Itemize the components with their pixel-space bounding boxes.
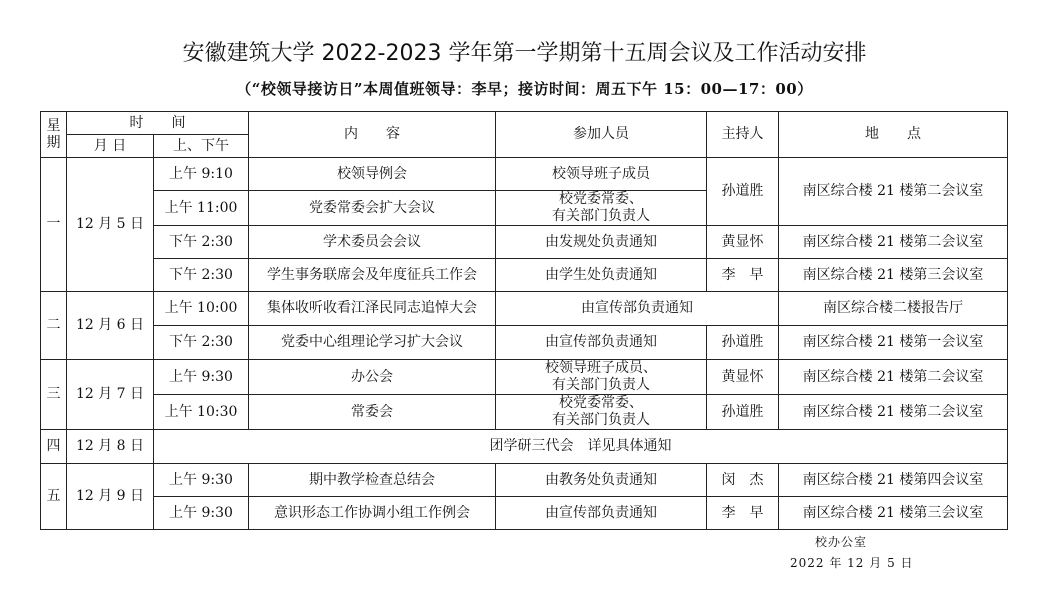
content-cell: 学术委员会会议 <box>249 226 496 259</box>
content-cell: 办公会 <box>249 360 496 395</box>
location-header: 地 点 <box>779 112 1008 158</box>
location-cell: 南区综合楼 21 楼第四会议室 <box>779 464 1008 497</box>
page-title: 安徽建筑大学 2022-2023 学年第一学期第十五周会议及工作活动安排 <box>182 41 867 66</box>
weekday-cell: 四 <box>41 430 67 464</box>
host-cell: 黄显怀 <box>707 360 779 395</box>
location-cell: 南区综合楼 21 楼第二会议室 <box>779 226 1008 259</box>
table-row <box>41 158 1008 191</box>
table-row <box>41 497 1008 530</box>
weekday-cell: 三 <box>41 360 67 430</box>
participants-line: 校领导班子成员、 <box>545 360 657 376</box>
table-row <box>41 292 1008 326</box>
date-cell: 12 月 5 日 <box>67 158 154 292</box>
participants-cell <box>496 191 707 226</box>
footer-office: 校办公室 <box>815 535 868 549</box>
time-cell: 上午 9:10 <box>154 158 249 191</box>
content-header: 内 容 <box>249 112 496 158</box>
participants-line: 校党委常委、 <box>559 191 643 207</box>
table-row <box>41 395 1008 430</box>
schedule-table <box>40 111 1008 530</box>
time-cell: 上午 9:30 <box>154 360 249 395</box>
host-cell: 孙道胜 <box>707 158 779 226</box>
participants-cell <box>496 360 707 395</box>
location-cell: 南区综合楼二楼报告厅 <box>779 292 1008 326</box>
content-cell: 党委中心组理论学习扩大会议 <box>249 326 496 360</box>
location-cell: 南区综合楼 21 楼第一会议室 <box>779 326 1008 360</box>
time-cell: 上午 10:30 <box>154 395 249 430</box>
location-cell: 南区综合楼 21 楼第三会议室 <box>779 497 1008 530</box>
time-cell: 下午 2:30 <box>154 226 249 259</box>
location-cell: 南区综合楼 21 楼第二会议室 <box>779 360 1008 395</box>
host-cell: 闵 杰 <box>707 464 779 497</box>
date-header: 月 日 <box>67 135 154 158</box>
content-cell: 学生事务联席会及年度征兵工作会 <box>249 259 496 292</box>
ampm-header: 上、下午 <box>154 135 249 158</box>
host-cell: 李 早 <box>707 497 779 530</box>
footer-date: 2022 年 12 月 5 日 <box>790 556 914 570</box>
content-cell: 校领导例会 <box>249 158 496 191</box>
header-row-1 <box>41 112 1008 135</box>
table-row <box>41 326 1008 360</box>
host-cell: 李 早 <box>707 259 779 292</box>
participants-cell: 由宣传部负责通知 <box>496 292 779 326</box>
content-cell: 党委常委会扩大会议 <box>249 191 496 226</box>
date-cell: 12 月 9 日 <box>67 464 154 530</box>
weekday-cell: 一 <box>41 158 67 292</box>
participants-cell: 由发规处负责通知 <box>496 226 707 259</box>
table-row <box>41 430 1008 464</box>
weekday-cell: 五 <box>41 464 67 530</box>
host-cell: 孙道胜 <box>707 395 779 430</box>
host-cell: 孙道胜 <box>707 326 779 360</box>
host-header: 主持人 <box>707 112 779 158</box>
table-row <box>41 464 1008 497</box>
participants-cell: 校领导班子成员 <box>496 158 707 191</box>
location-cell: 南区综合楼 21 楼第三会议室 <box>779 259 1008 292</box>
time-cell: 下午 2:30 <box>154 259 249 292</box>
location-cell: 南区综合楼 21 楼第二会议室 <box>779 395 1008 430</box>
table-row <box>41 360 1008 395</box>
participants-line: 校党委常委、 <box>559 395 643 411</box>
time-cell: 上午 9:30 <box>154 464 249 497</box>
time-cell: 上午 10:00 <box>154 292 249 326</box>
content-cell: 常委会 <box>249 395 496 430</box>
page-subtitle: （“校领导接访日”本周值班领导：李早；接访时间：周五下午 15：00—17：00） <box>236 80 813 98</box>
date-cell: 12 月 8 日 <box>67 430 154 464</box>
date-cell: 12 月 7 日 <box>67 360 154 430</box>
time-cell: 上午 9:30 <box>154 497 249 530</box>
participants-cell: 由宣传部负责通知 <box>496 326 707 360</box>
weekday-header: 星期 <box>41 112 67 158</box>
content-cell: 期中教学检查总结会 <box>249 464 496 497</box>
participants-line: 有关部门负责人 <box>552 208 650 224</box>
time-header: 时 间 <box>67 112 249 135</box>
participants-cell <box>496 395 707 430</box>
participants-cell: 由学生处负责通知 <box>496 259 707 292</box>
note-cell: 团学研三代会 详见具体通知 <box>154 430 1008 464</box>
participants-header: 参加人员 <box>496 112 707 158</box>
participants-cell: 由教务处负责通知 <box>496 464 707 497</box>
content-cell: 集体收听收看江泽民同志追悼大会 <box>249 292 496 326</box>
location-cell: 南区综合楼 21 楼第二会议室 <box>779 158 1008 226</box>
table-row <box>41 259 1008 292</box>
participants-line: 有关部门负责人 <box>552 412 650 428</box>
participants-cell: 由宣传部负责通知 <box>496 497 707 530</box>
date-cell: 12 月 6 日 <box>67 292 154 360</box>
time-cell: 上午 11:00 <box>154 191 249 226</box>
content-cell: 意识形态工作协调小组工作例会 <box>249 497 496 530</box>
weekday-cell: 二 <box>41 292 67 360</box>
participants-line: 有关部门负责人 <box>552 377 650 393</box>
time-cell: 下午 2:30 <box>154 326 249 360</box>
host-cell: 黄显怀 <box>707 226 779 259</box>
table-row <box>41 226 1008 259</box>
